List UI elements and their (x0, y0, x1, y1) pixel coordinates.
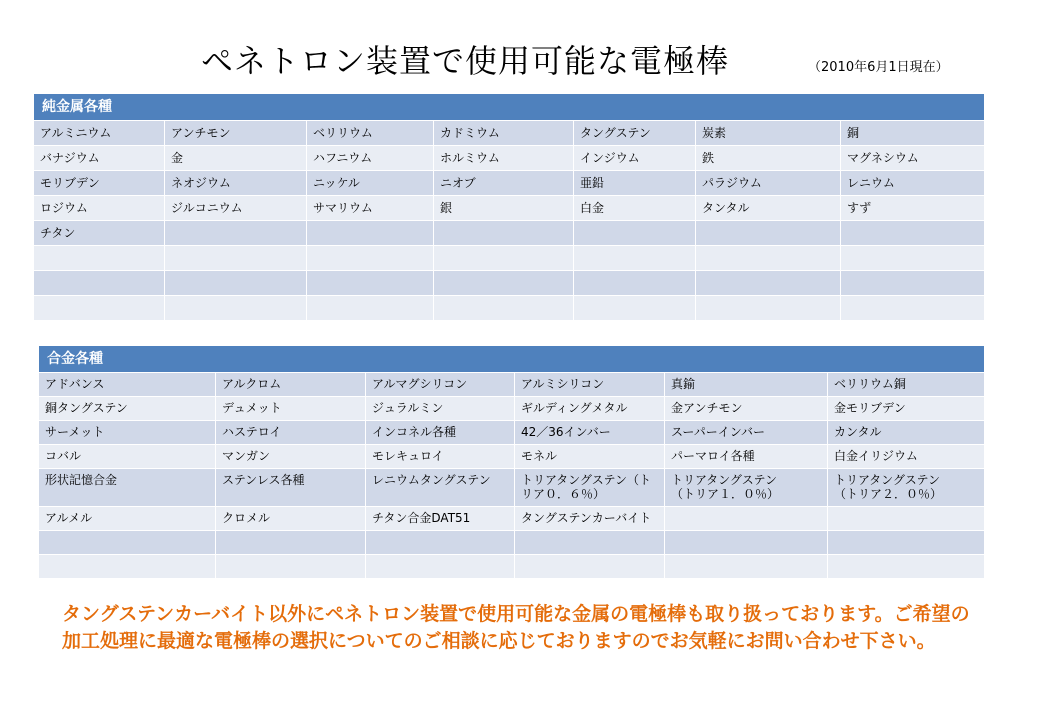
alloy-cell: ギルディングメタル (515, 397, 665, 421)
pure-metal-cell (841, 246, 985, 271)
pure-metal-cell: タンタル (696, 196, 841, 221)
alloy-row (39, 445, 985, 469)
pure-metal-row (34, 196, 985, 221)
pure-metal-cell (841, 271, 985, 296)
pure-metal-row (34, 271, 985, 296)
alloy-cell: アドバンス (39, 373, 216, 397)
alloys-table (38, 345, 985, 579)
pure-metal-cell: 炭素 (696, 121, 841, 146)
alloy-cell (39, 555, 216, 579)
pure-metal-cell: インジウム (574, 146, 696, 171)
alloy-cell: アルマグシリコン (366, 373, 515, 397)
alloy-cell: トリアタングステン（トリア０．６％） (515, 469, 665, 507)
pure-metal-cell: タングステン (574, 121, 696, 146)
pure-metal-cell: 白金 (574, 196, 696, 221)
alloy-cell: 42／36インバー (515, 421, 665, 445)
pure-metal-cell: すず (841, 196, 985, 221)
pure-metal-cell: モリブデン (34, 171, 165, 196)
pure-metal-cell (165, 246, 307, 271)
alloy-cell (366, 531, 515, 555)
alloy-cell: 金アンチモン (665, 397, 828, 421)
pure-metal-cell (574, 271, 696, 296)
pure-metal-cell (574, 246, 696, 271)
alloy-row (39, 421, 985, 445)
alloy-cell (39, 531, 216, 555)
alloy-cell: 白金イリジウム (828, 445, 985, 469)
alloy-row (39, 373, 985, 397)
pure-metal-cell (574, 221, 696, 246)
alloy-cell: ステンレス各種 (216, 469, 366, 507)
pure-metal-row (34, 121, 985, 146)
alloy-cell: 真鍮 (665, 373, 828, 397)
date-label: （2010年6月1日現在） (808, 60, 949, 75)
pure-metal-cell (574, 296, 696, 321)
pure-metal-cell: 銀 (434, 196, 574, 221)
pure-metal-cell (165, 221, 307, 246)
pure-metal-cell: ベリリウム (307, 121, 434, 146)
alloys-header: 合金各種 (39, 346, 985, 373)
note-text: タングステンカーバイト以外にペネトロン装置で使用可能な金属の電極棒も取り扱っております。ご希望の加工処理に最適な電極棒の選択についてのご相談に応じておりますのでお気軽にお問い合わせ下さい。 (62, 603, 970, 652)
alloy-cell: モネル (515, 445, 665, 469)
pure-metal-cell: 銅 (841, 121, 985, 146)
alloy-cell (515, 531, 665, 555)
pure-metal-cell (307, 246, 434, 271)
pure-metal-cell (307, 296, 434, 321)
alloy-row (39, 469, 985, 507)
pure-metal-cell: アルミニウム (34, 121, 165, 146)
pure-metal-cell: 亜鉛 (574, 171, 696, 196)
alloy-cell (828, 507, 985, 531)
pure-metal-cell (434, 296, 574, 321)
pure-metal-row (34, 246, 985, 271)
pure-metal-cell: サマリウム (307, 196, 434, 221)
alloy-cell: インコネル各種 (366, 421, 515, 445)
alloy-cell: レニウムタングステン (366, 469, 515, 507)
pure-metal-cell (841, 296, 985, 321)
pure-metal-row (34, 171, 985, 196)
alloy-cell (665, 507, 828, 531)
alloy-cell: アルクロム (216, 373, 366, 397)
alloy-cell: 形状記憶合金 (39, 469, 216, 507)
alloy-cell (665, 555, 828, 579)
pure-metal-cell: 金 (165, 146, 307, 171)
alloy-cell: アルメル (39, 507, 216, 531)
alloy-row (39, 555, 985, 579)
pure-metal-cell: ニッケル (307, 171, 434, 196)
pure-metal-row (34, 221, 985, 246)
pure-metal-cell (696, 221, 841, 246)
pure-metal-cell (434, 271, 574, 296)
pure-metal-cell (434, 246, 574, 271)
pure-metal-cell (34, 296, 165, 321)
alloy-cell: トリアタングステン （トリア２．０％） (828, 469, 985, 507)
alloy-cell: ベリリウム銅 (828, 373, 985, 397)
alloy-cell (665, 531, 828, 555)
pure-metal-cell: ジルコニウム (165, 196, 307, 221)
alloy-cell (828, 555, 985, 579)
alloy-cell: タングステンカーバイト (515, 507, 665, 531)
pure-metal-cell: カドミウム (434, 121, 574, 146)
pure-metal-cell (307, 221, 434, 246)
pure-metal-cell: 鉄 (696, 146, 841, 171)
pure-metal-cell: マグネシウム (841, 146, 985, 171)
pure-metal-cell: チタン (34, 221, 165, 246)
pure-metal-cell: ネオジウム (165, 171, 307, 196)
alloy-cell (828, 531, 985, 555)
alloy-cell (515, 555, 665, 579)
alloy-cell (216, 531, 366, 555)
pure-metal-cell: ロジウム (34, 196, 165, 221)
alloy-cell: カンタル (828, 421, 985, 445)
alloy-cell: クロメル (216, 507, 366, 531)
pure-metals-table (33, 93, 985, 321)
pure-metal-cell: アンチモン (165, 121, 307, 146)
pure-metal-cell (307, 271, 434, 296)
alloy-cell: 金モリブデン (828, 397, 985, 421)
alloy-cell: モレキュロイ (366, 445, 515, 469)
pure-metal-cell (696, 296, 841, 321)
alloy-cell: パーマロイ各種 (665, 445, 828, 469)
pure-metal-cell: ハフニウム (307, 146, 434, 171)
alloy-row (39, 507, 985, 531)
alloy-cell: チタン合金DAT51 (366, 507, 515, 531)
alloy-cell: トリアタングステン （トリア１．０％） (665, 469, 828, 507)
alloy-cell: 銅タングステン (39, 397, 216, 421)
pure-metal-row (34, 296, 985, 321)
alloy-cell: スーパーインバー (665, 421, 828, 445)
pure-metal-cell (34, 246, 165, 271)
pure-metal-cell: ニオブ (434, 171, 574, 196)
alloy-cell: コバル (39, 445, 216, 469)
alloy-cell: サーメット (39, 421, 216, 445)
alloy-row (39, 531, 985, 555)
alloy-row (39, 397, 985, 421)
pure-metal-cell (165, 296, 307, 321)
pure-metals-header: 純金属各種 (34, 94, 985, 121)
pure-metal-cell: パラジウム (696, 171, 841, 196)
pure-metal-cell: ホルミウム (434, 146, 574, 171)
pure-metal-cell (34, 271, 165, 296)
pure-metal-cell (696, 271, 841, 296)
pure-metal-cell: レニウム (841, 171, 985, 196)
alloy-cell: デュメット (216, 397, 366, 421)
alloy-cell (216, 555, 366, 579)
pure-metal-cell (841, 221, 985, 246)
alloy-cell: マンガン (216, 445, 366, 469)
pure-metal-cell (434, 221, 574, 246)
pure-metal-row (34, 146, 985, 171)
alloy-cell: ジュラルミン (366, 397, 515, 421)
alloy-cell: アルミシリコン (515, 373, 665, 397)
pure-metal-cell (165, 271, 307, 296)
page-title: ペネトロン装置で使用可能な電極棒 (200, 42, 729, 80)
pure-metal-cell (696, 246, 841, 271)
alloy-cell (366, 555, 515, 579)
alloy-cell: ハステロイ (216, 421, 366, 445)
pure-metal-cell: バナジウム (34, 146, 165, 171)
